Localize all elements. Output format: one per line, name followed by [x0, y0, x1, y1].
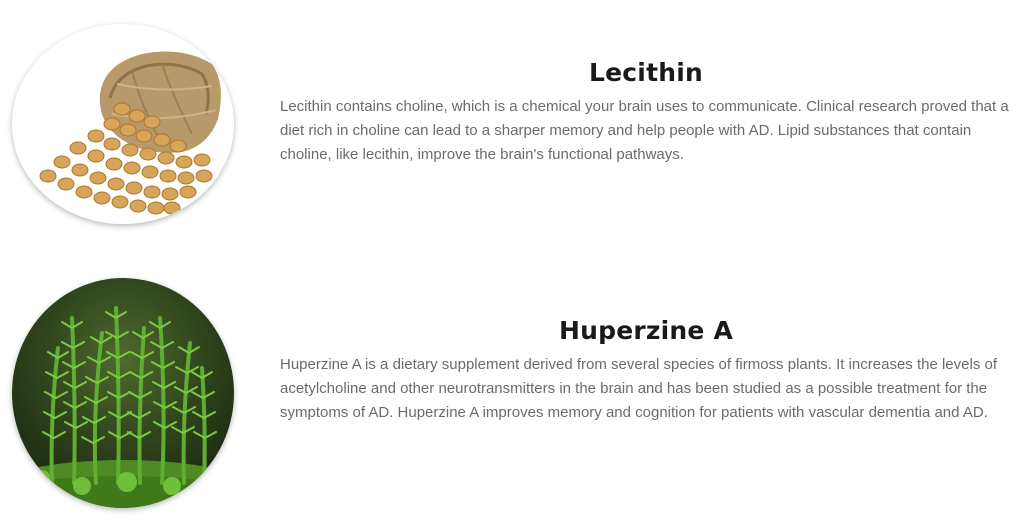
- ingredient-lecithin: [0, 0, 1024, 260]
- ingredient-description: Huperzine A is a dietary supplement derived from several species of firmoss plants. It increases the levels of acetylcholine and other neurotransmitters in the brain and has been studied as a possible treatment for the symptoms of AD. Huperzine A improves memory and cognition for patients with vascular dementia and AD.: [280, 356, 998, 421]
- soybean-sack-photo: [12, 24, 234, 224]
- ingredient-description: Lecithin contains choline, which is a chemical your brain uses to communicate. Clinical research proved that a diet rich in choline can lead to a sharper memory and help people with AD. Lipid substances that contain choline, like lecithin, improve the brain's functional pathways.: [280, 98, 1009, 163]
- ingredient-title: Huperzine A: [558, 316, 734, 345]
- ingredient-title: Lecithin: [589, 58, 703, 87]
- ingredient-copy: [280, 316, 1012, 425]
- ingredient-copy: [280, 58, 1012, 167]
- ingredient-huperzine-a: [0, 262, 1024, 525]
- firmoss-plant-photo: [12, 278, 234, 508]
